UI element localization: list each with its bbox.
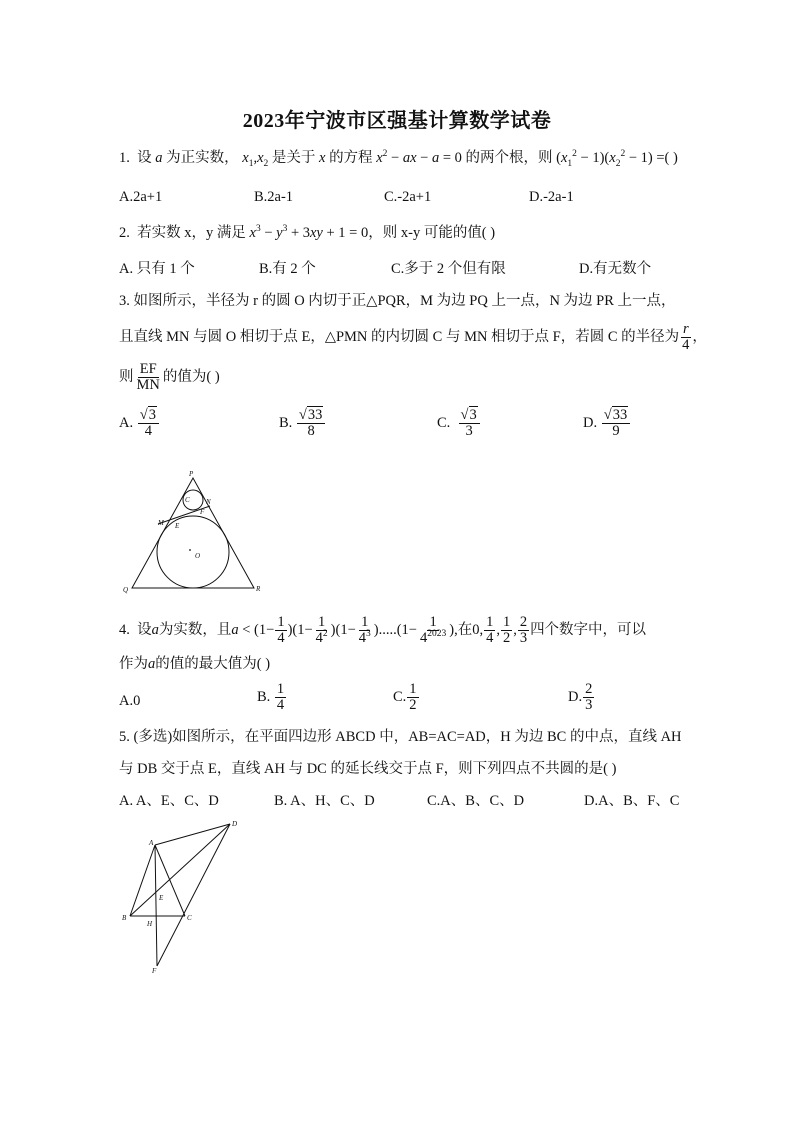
label-h: H (147, 920, 153, 928)
question-4-stem: 4. 设a为实数，且a < (1− $\frac{1}{4}$ )(1− $\frac{1}{4^2}$ )(1− $\frac{1}{4^3}$ ).....(1− $\frac{1}{4^{2023}}$ ),在0, $\frac{1}{4}$ , $\frac{1}{2}$ , $\frac{2}{3}$ 四个数字中，可以 (119, 614, 647, 647)
option-d[interactable]: D.-2a-1 (529, 189, 574, 205)
question-1-options (119, 186, 679, 226)
option-d[interactable]: D.A、B、F、C (584, 793, 680, 809)
question-3-figure (118, 468, 268, 598)
option-c[interactable]: C. $\frac{√3}{3}$ (437, 408, 481, 439)
question-5-figure (118, 816, 248, 976)
label-n: N (206, 498, 211, 506)
segment-ab (130, 845, 155, 916)
option-b[interactable]: B. A、H、C、D (274, 793, 375, 809)
triangle-pqr (132, 478, 254, 588)
label-c: C (185, 496, 190, 504)
option-a[interactable]: A. $\frac{√3}{4}$ (119, 408, 160, 439)
label-e: E (159, 894, 164, 902)
option-b[interactable]: B.2a-1 (254, 189, 294, 205)
question-5-line-2: 与 DB 交于点 E，直线 AH 与 DC 的延长线交于点 F，则下列四点不共圆的是( ) (119, 761, 617, 777)
question-number: 1. (119, 150, 130, 166)
option-a[interactable]: A.2a+1 (119, 189, 163, 205)
page-title: 2023年宁波市区强基计算数学试卷 (242, 110, 552, 132)
question-3-line-1: 3. 如图所示，半径为 r 的圆 O 内切于正△PQR，M 为边 PQ 上一点，N 为边 PR 上一点， (119, 293, 676, 309)
question-number: 5. (119, 729, 130, 745)
option-b[interactable]: B. $\frac{√33}{8}$ (279, 408, 326, 439)
question-3-line-3: 则 $\frac{EF}{MN}$ 的值为( ) (119, 361, 220, 393)
option-c[interactable]: C. $\frac{1}{2}$ (393, 681, 417, 713)
option-b[interactable]: B. $\frac{1}{4}$ (257, 681, 285, 713)
question-1-stem: 1. 设 a 为正实数， $x_1,x_2$ 是关于 x 的方程 $x^2$ − ax − a = 0 的两个根，则 $(x_1^2 - 1)(x_2^2 - 1)$ =( ) (119, 149, 678, 169)
question-number: 2. (119, 225, 130, 241)
label-m: M (158, 519, 164, 527)
segment-df (157, 824, 230, 966)
segment-ac (155, 845, 185, 916)
label-c: C (187, 914, 192, 922)
label-e: E (175, 522, 180, 530)
point-o (189, 549, 191, 551)
label-r: R (256, 585, 261, 593)
option-c[interactable]: C.多于 2 个但有限 (391, 261, 506, 277)
option-d[interactable]: D. $\frac{√33}{9}$ (583, 408, 631, 439)
question-4-options (119, 682, 679, 728)
label-p: P (189, 470, 194, 478)
fraction-r-over-4: $\frac{r}{4}$ (682, 321, 690, 353)
question-number: 4. (119, 622, 130, 638)
label-d: D (232, 820, 238, 828)
equation: $x^2$ − ax − a = 0 (376, 149, 462, 166)
expression: $(x_1^2 - 1)(x_2^2 - 1)$ (556, 149, 653, 169)
question-2-stem: 2. 若实数 x，y 满足 $x^3 - y^3 + 3xy + 1 = 0$，则 x-y 可能的值( ) (119, 224, 496, 241)
fraction-ef-over-mn: $\frac{EF}{MN}$ (136, 361, 160, 393)
label-f: F (152, 967, 157, 975)
option-b[interactable]: B.有 2 个 (259, 261, 316, 277)
option-d[interactable]: D. $\frac{2}{3}$ (568, 681, 593, 713)
label-f: F (200, 508, 205, 516)
option-c[interactable]: C.-2a+1 (384, 189, 432, 205)
label-a: A (149, 839, 154, 847)
question-3-options (119, 408, 679, 454)
question-5-line-1: 5. (多选)如图所示，在平面四边形 ABCD 中，AB=AC=AD，H 为边 BC 的中点，直线 AH (119, 729, 682, 745)
option-d[interactable]: D.有无数个 (579, 261, 652, 277)
equation: $x^3 - y^3 + 3xy + 1 = 0$ (249, 224, 369, 241)
question-4-line-2: 作为a的值的最大值为( ) (119, 656, 271, 672)
question-3-line-2: 且直线 MN 与圆 O 相切于点 E，△PMN 的内切圆 C 与 MN 相切于点 F，若圆 C 的半径为 $\frac{r}{4}$ ， (119, 321, 707, 353)
option-a[interactable]: A.0 (119, 693, 141, 709)
circle-o (157, 516, 229, 588)
option-c[interactable]: C.A、B、C、D (427, 793, 525, 809)
question-number: 3. (119, 293, 130, 309)
label-q: Q (123, 586, 129, 594)
label-b: B (122, 914, 127, 922)
label-o: O (195, 552, 201, 560)
option-a[interactable]: A. A、E、C、D (119, 793, 219, 809)
option-a[interactable]: A. 只有 1 个 (119, 261, 195, 277)
line-ah (155, 845, 157, 966)
